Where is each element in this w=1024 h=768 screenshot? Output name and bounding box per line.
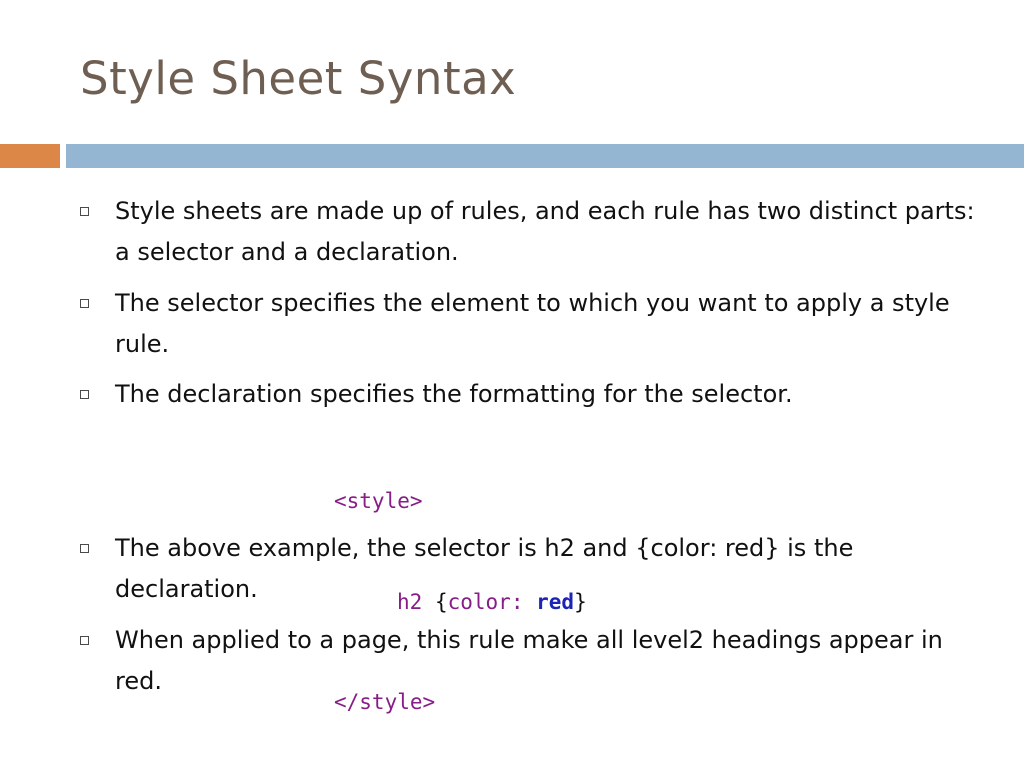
code-line-open-tag bbox=[334, 485, 587, 519]
bullet-text: Style sheets are made up of rules, and each rule has two distinct parts: a selector and a declaration. bbox=[115, 197, 975, 266]
square-bullet-icon bbox=[80, 299, 89, 308]
code-value: red bbox=[536, 589, 575, 614]
square-bullet-icon bbox=[80, 636, 89, 645]
code-selector: h2 bbox=[397, 589, 423, 614]
accent-bar-blue bbox=[66, 144, 1024, 168]
code-line-close-tag bbox=[334, 686, 587, 720]
square-bullet-icon bbox=[80, 390, 89, 399]
code-close-brace: } bbox=[574, 589, 587, 614]
bullet-text: When applied to a page, this rule make all level2 headings appear in red. bbox=[115, 626, 943, 695]
bullet-text: The above example, the selector is h2 and {color: red} is the declaration. bbox=[115, 534, 854, 603]
code-close-tag: </style> bbox=[334, 690, 436, 714]
code-line-rule bbox=[334, 586, 587, 620]
code-open-brace: { bbox=[434, 589, 448, 614]
accent-bar-orange bbox=[0, 144, 60, 168]
square-bullet-icon bbox=[80, 207, 89, 216]
code-example bbox=[334, 418, 587, 753]
bullet-text: The declaration specifies the formatting for the selector. bbox=[115, 380, 793, 408]
code-property: color: bbox=[447, 589, 524, 614]
bullet-text: The selector specifies the element to which you want to apply a style rule. bbox=[115, 289, 950, 358]
code-open-tag: <style> bbox=[334, 489, 423, 513]
slide-title: Style Sheet Syntax bbox=[80, 52, 517, 105]
square-bullet-icon bbox=[80, 544, 89, 553]
